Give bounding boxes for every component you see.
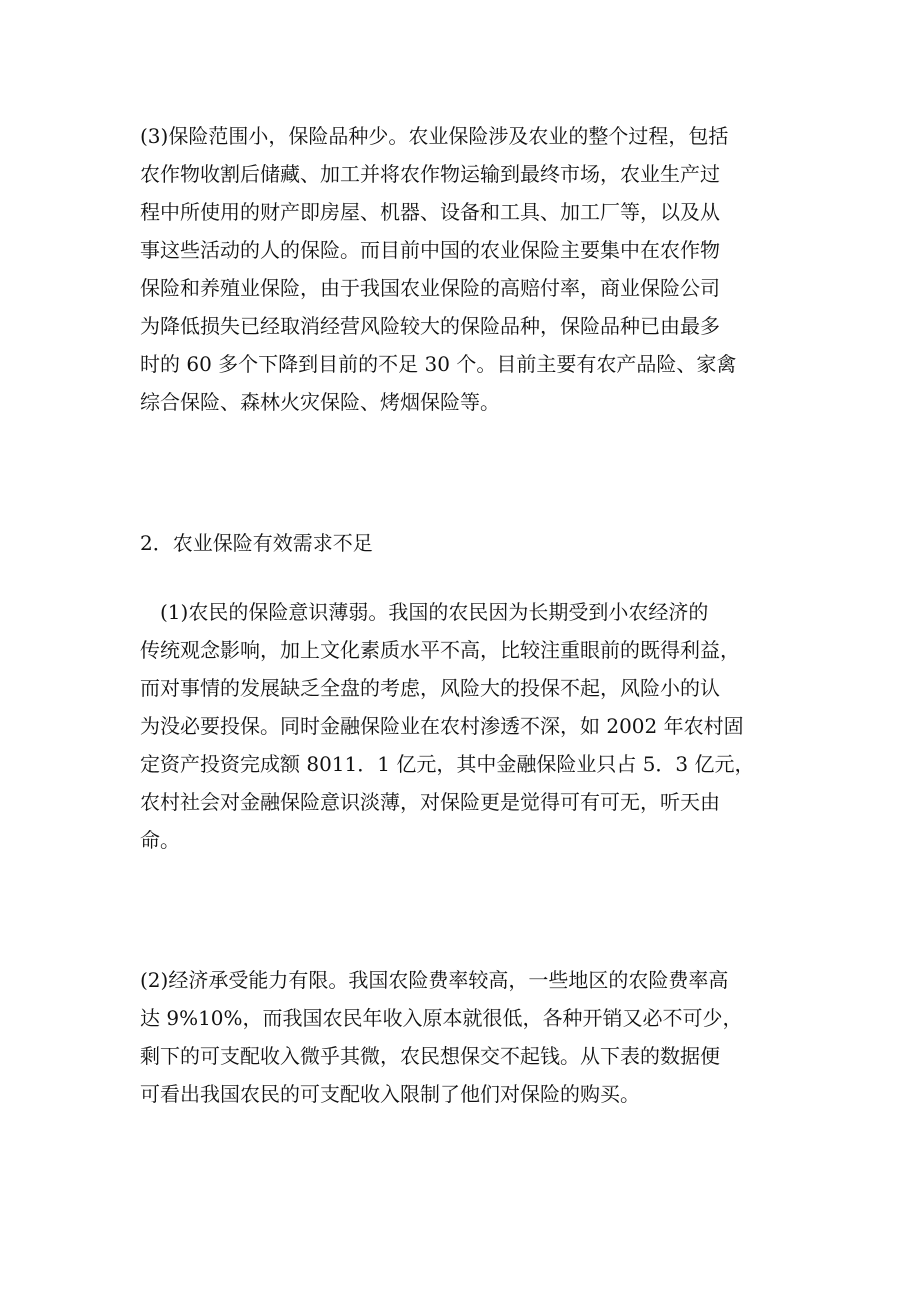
section-heading <box>140 524 780 562</box>
text-line: 农作物收割后储藏、加工并将农作物运输到最终市场，农业生产过 <box>140 162 720 186</box>
text-line: (1)农民的保险意识薄弱。我国的农民因为长期受到小农经济的 <box>160 600 709 624</box>
text-line: 达 9%10%，而我国农民年收入原本就很低，各种开销又必不可少， <box>140 1006 743 1030</box>
text-line: 传统观念影响，加上文化素质水平不高，比较注重眼前的既得利益， <box>140 638 740 662</box>
heading-text: 2．农业保险有效需求不足 <box>140 531 373 555</box>
text-line: 农村社会对金融保险意识淡薄，对保险更是觉得可有可无，听天由 <box>140 790 720 814</box>
text-line: 为没必要投保。同时金融保险业在农村渗透不深，如 2002 年农村固 <box>140 714 744 738</box>
text-line: 剩下的可支配收入微乎其微，农民想保交不起钱。从下表的数据便 <box>140 1044 720 1068</box>
text-line: (2)经济承受能力有限。我国农险费率较高，一些地区的农险费率高 <box>140 968 729 992</box>
text-line: (3)保险范围小，保险品种少。农业保险涉及农业的整个过程，包括 <box>140 124 729 148</box>
text-line: 程中所使用的财产即房屋、机器、设备和工具、加工厂等，以及从 <box>140 200 720 224</box>
text-line: 保险和养殖业保险，由于我国农业保险的高赔付率，商业保险公司 <box>140 276 720 300</box>
text-line: 综合保险、森林火灾保险、烤烟保险等。 <box>140 390 500 414</box>
paragraph-economic-capacity <box>140 961 780 1113</box>
text-line: 而对事情的发展缺乏全盘的考虑，风险大的投保不起，风险小的认 <box>140 676 720 700</box>
text-line: 事这些活动的人的保险。而目前中国的农业保险主要集中在农作物 <box>140 238 720 262</box>
text-line: 定资产投资完成额 8011．1 亿元，其中金融保险业只占 5．3 亿元， <box>140 752 755 776</box>
paragraph-insurance-awareness <box>140 593 780 859</box>
text-line: 命。 <box>140 828 180 852</box>
paragraph-insurance-scope <box>140 117 780 421</box>
text-line: 为降低损失已经取消经营风险较大的保险品种，保险品种已由最多 <box>140 314 720 338</box>
text-line: 时的 60 多个下降到目前的不足 30 个。目前主要有农产品险、家禽 <box>140 352 737 376</box>
text-line: 可看出我国农民的可支配收入限制了他们对保险的购买。 <box>140 1082 640 1106</box>
